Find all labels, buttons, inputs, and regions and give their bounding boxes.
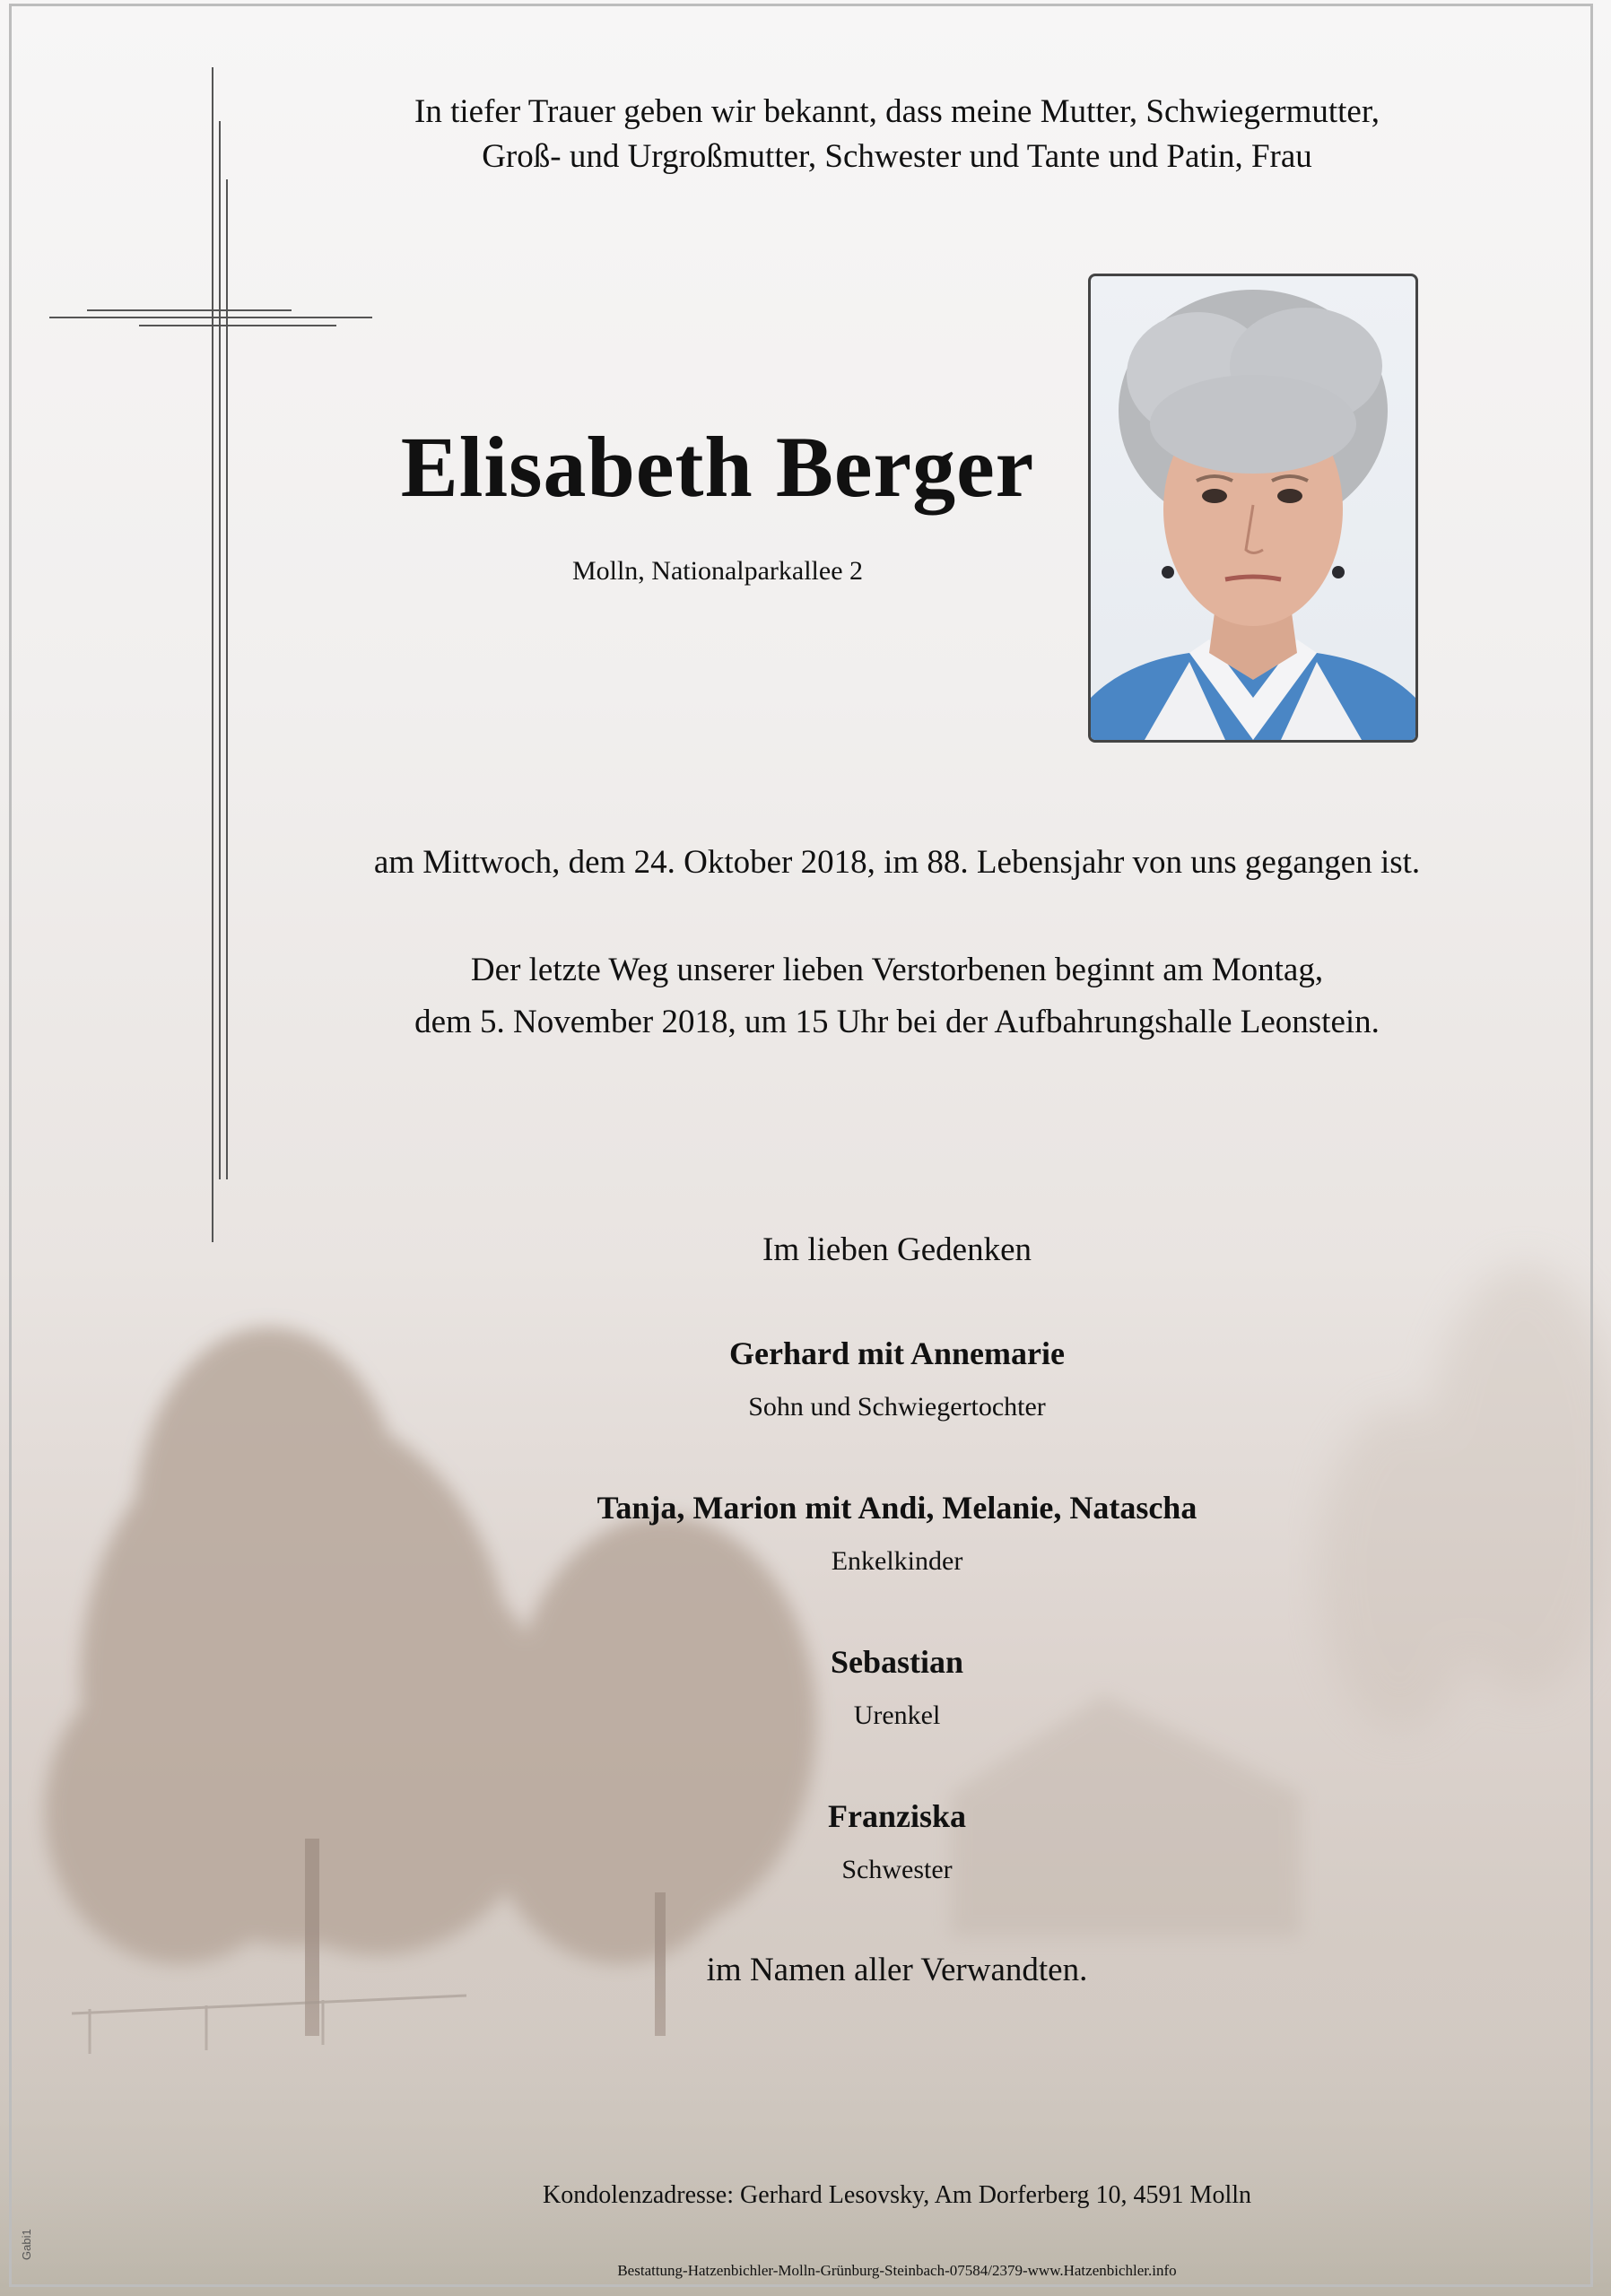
funeral-line-2: dem 5. November 2018, um 15 Uhr bei der Aufbahrungshalle Leonstein.	[414, 1004, 1380, 1040]
deceased-name: Elisabeth Berger	[400, 419, 1035, 515]
intro-text	[269, 90, 1525, 179]
deceased-address: Molln, Nationalparkallee 2	[571, 556, 864, 586]
family-relation-2: Enkelkinder	[831, 1546, 963, 1576]
memory-heading: Im lieben Gedenken	[762, 1231, 1032, 1268]
family-name-3: Sebastian	[830, 1644, 964, 1680]
intro-line-2: Groß- und Urgroßmutter, Schwester und Tante und Patin, Frau	[482, 138, 1312, 175]
portrait-photo	[1088, 274, 1418, 743]
side-mark: Gabi1	[20, 2229, 33, 2260]
family-name-1: Gerhard mit Annemarie	[729, 1335, 1065, 1371]
funeral-info	[179, 944, 1611, 1048]
death-announcement: am Mittwoch, dem 24. Oktober 2018, im 88. Lebensjahr von uns gegangen ist.	[373, 844, 1421, 881]
family-name-2: Tanja, Marion mit Andi, Melanie, Natascha	[597, 1490, 1197, 1526]
portrait-image	[1091, 276, 1415, 740]
family-relation-4: Schwester	[841, 1855, 953, 1884]
intro-line-1: In tiefer Trauer geben wir bekannt, dass meine Mutter, Schwiegermutter,	[414, 93, 1380, 130]
cross-icon	[49, 67, 381, 1251]
funeral-line-1: Der letzte Weg unserer lieben Verstorbenen beginnt am Montag,	[470, 952, 1324, 988]
closing-line: im Namen aller Verwandten.	[706, 1952, 1088, 1988]
condolence-address: Kondolenzadresse: Gerhard Lesovsky, Am Dorferberg 10, 4591 Molln	[542, 2181, 1252, 2209]
family-relation-3: Urenkel	[853, 1700, 941, 1730]
funeral-home-footer: Bestattung-Hatzenbichler-Molln-Grünburg-Steinbach-07584/2379-www.Hatzenbichler.info	[617, 2262, 1177, 2279]
family-name-4: Franziska	[827, 1798, 966, 1834]
family-relation-1: Sohn und Schwiegertochter	[748, 1392, 1046, 1422]
